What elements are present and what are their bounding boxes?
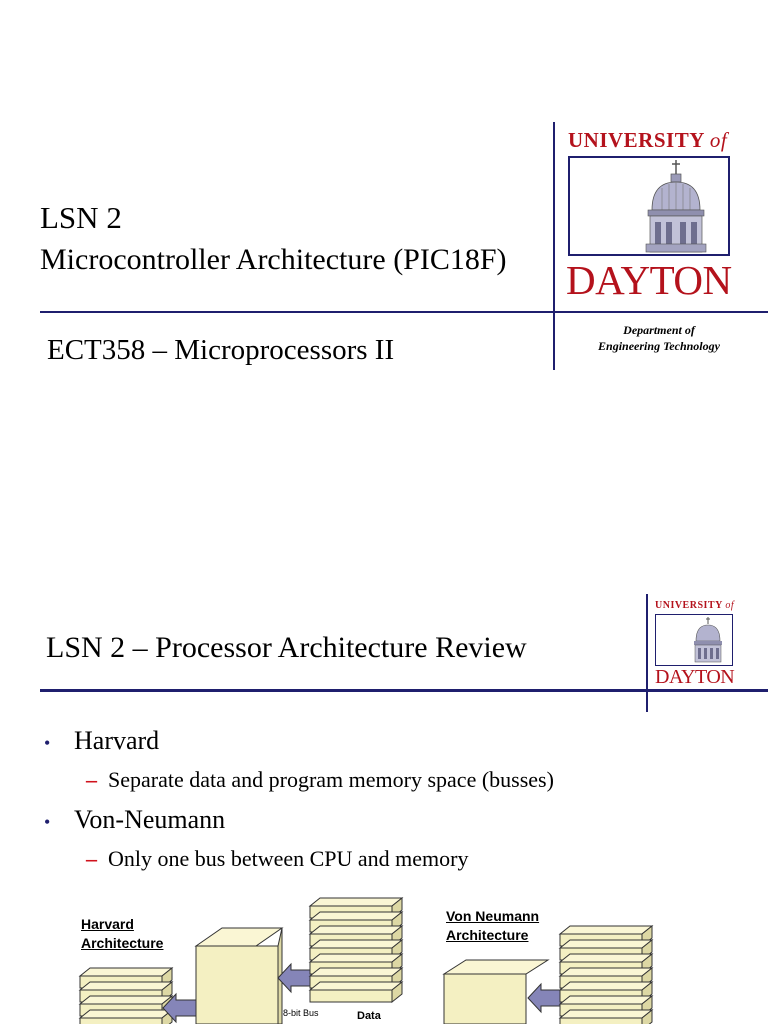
slide1-course-title: ECT358 – Microprocessors II xyxy=(47,334,395,366)
logo-small-university-word: UNIVERSITY xyxy=(655,600,723,611)
logo-small-of-word: of xyxy=(725,600,735,611)
logo-frame xyxy=(568,156,730,256)
sub-bullet-von-neumann xyxy=(86,846,469,872)
von-neumann-memory-stack xyxy=(560,926,652,1024)
bullet-dot-icon: • xyxy=(44,733,51,753)
architecture-diagram xyxy=(0,890,768,1024)
university-logo-small xyxy=(655,600,735,688)
dash-icon: – xyxy=(86,767,97,792)
von-label-line1: Von Neumann xyxy=(446,908,540,924)
slide2-vertical-divider xyxy=(646,594,648,712)
bullet-harvard-label: Harvard xyxy=(74,726,160,755)
data-memory-label: Data xyxy=(357,1010,381,1022)
department-line1: Department of xyxy=(623,323,695,337)
bus-width-label: 8-bit Bus xyxy=(283,1008,319,1018)
slide2-title: LSN 2 – Processor Architecture Review xyxy=(46,631,527,664)
sub-bullet-harvard-text: Separate data and program memory space (busses) xyxy=(108,767,554,792)
logo-university-word: UNIVERSITY xyxy=(568,128,705,152)
sub-bullet-von-neumann-text: Only one bus between CPU and memory xyxy=(108,846,469,871)
bullet-dot-icon: • xyxy=(44,812,51,832)
chapel-dome-small-icon xyxy=(656,615,731,664)
slide1-vertical-divider xyxy=(553,122,555,370)
slide2-horizontal-divider xyxy=(40,689,768,692)
harvard-label-line2: Architecture xyxy=(81,935,164,951)
von-label-line2: Architecture xyxy=(446,927,529,943)
slide1-lesson-title: LSN 2 xyxy=(40,200,122,235)
university-logo xyxy=(566,126,732,302)
sub-bullet-harvard xyxy=(86,767,554,793)
von-neumann-cpu-block xyxy=(444,960,548,1024)
chapel-dome-icon xyxy=(570,158,728,254)
bullet-von-neumann xyxy=(44,805,226,835)
harvard-data-memory-stack xyxy=(310,898,402,1002)
logo-dayton-text: DAYTON xyxy=(566,257,732,303)
slide1-horizontal-divider xyxy=(40,311,768,313)
logo-university-text xyxy=(568,128,727,152)
harvard-program-memory-stack xyxy=(80,968,172,1024)
department-name xyxy=(570,322,748,354)
harvard-label-line1: Harvard xyxy=(81,916,134,932)
logo-of-word: of xyxy=(709,128,728,152)
logo-small-university-text xyxy=(655,600,734,612)
bullet-harvard xyxy=(44,726,160,756)
logo-small-dayton-text: DAYTON xyxy=(655,666,735,688)
harvard-cpu-block xyxy=(196,928,282,1024)
logo-small-frame xyxy=(655,614,733,666)
bullet-von-neumann-label: Von-Neumann xyxy=(74,805,226,834)
dash-icon: – xyxy=(86,846,97,871)
department-line2: Engineering Technology xyxy=(598,339,720,353)
slide1-subtitle: Microcontroller Architecture (PIC18F) xyxy=(40,243,507,276)
